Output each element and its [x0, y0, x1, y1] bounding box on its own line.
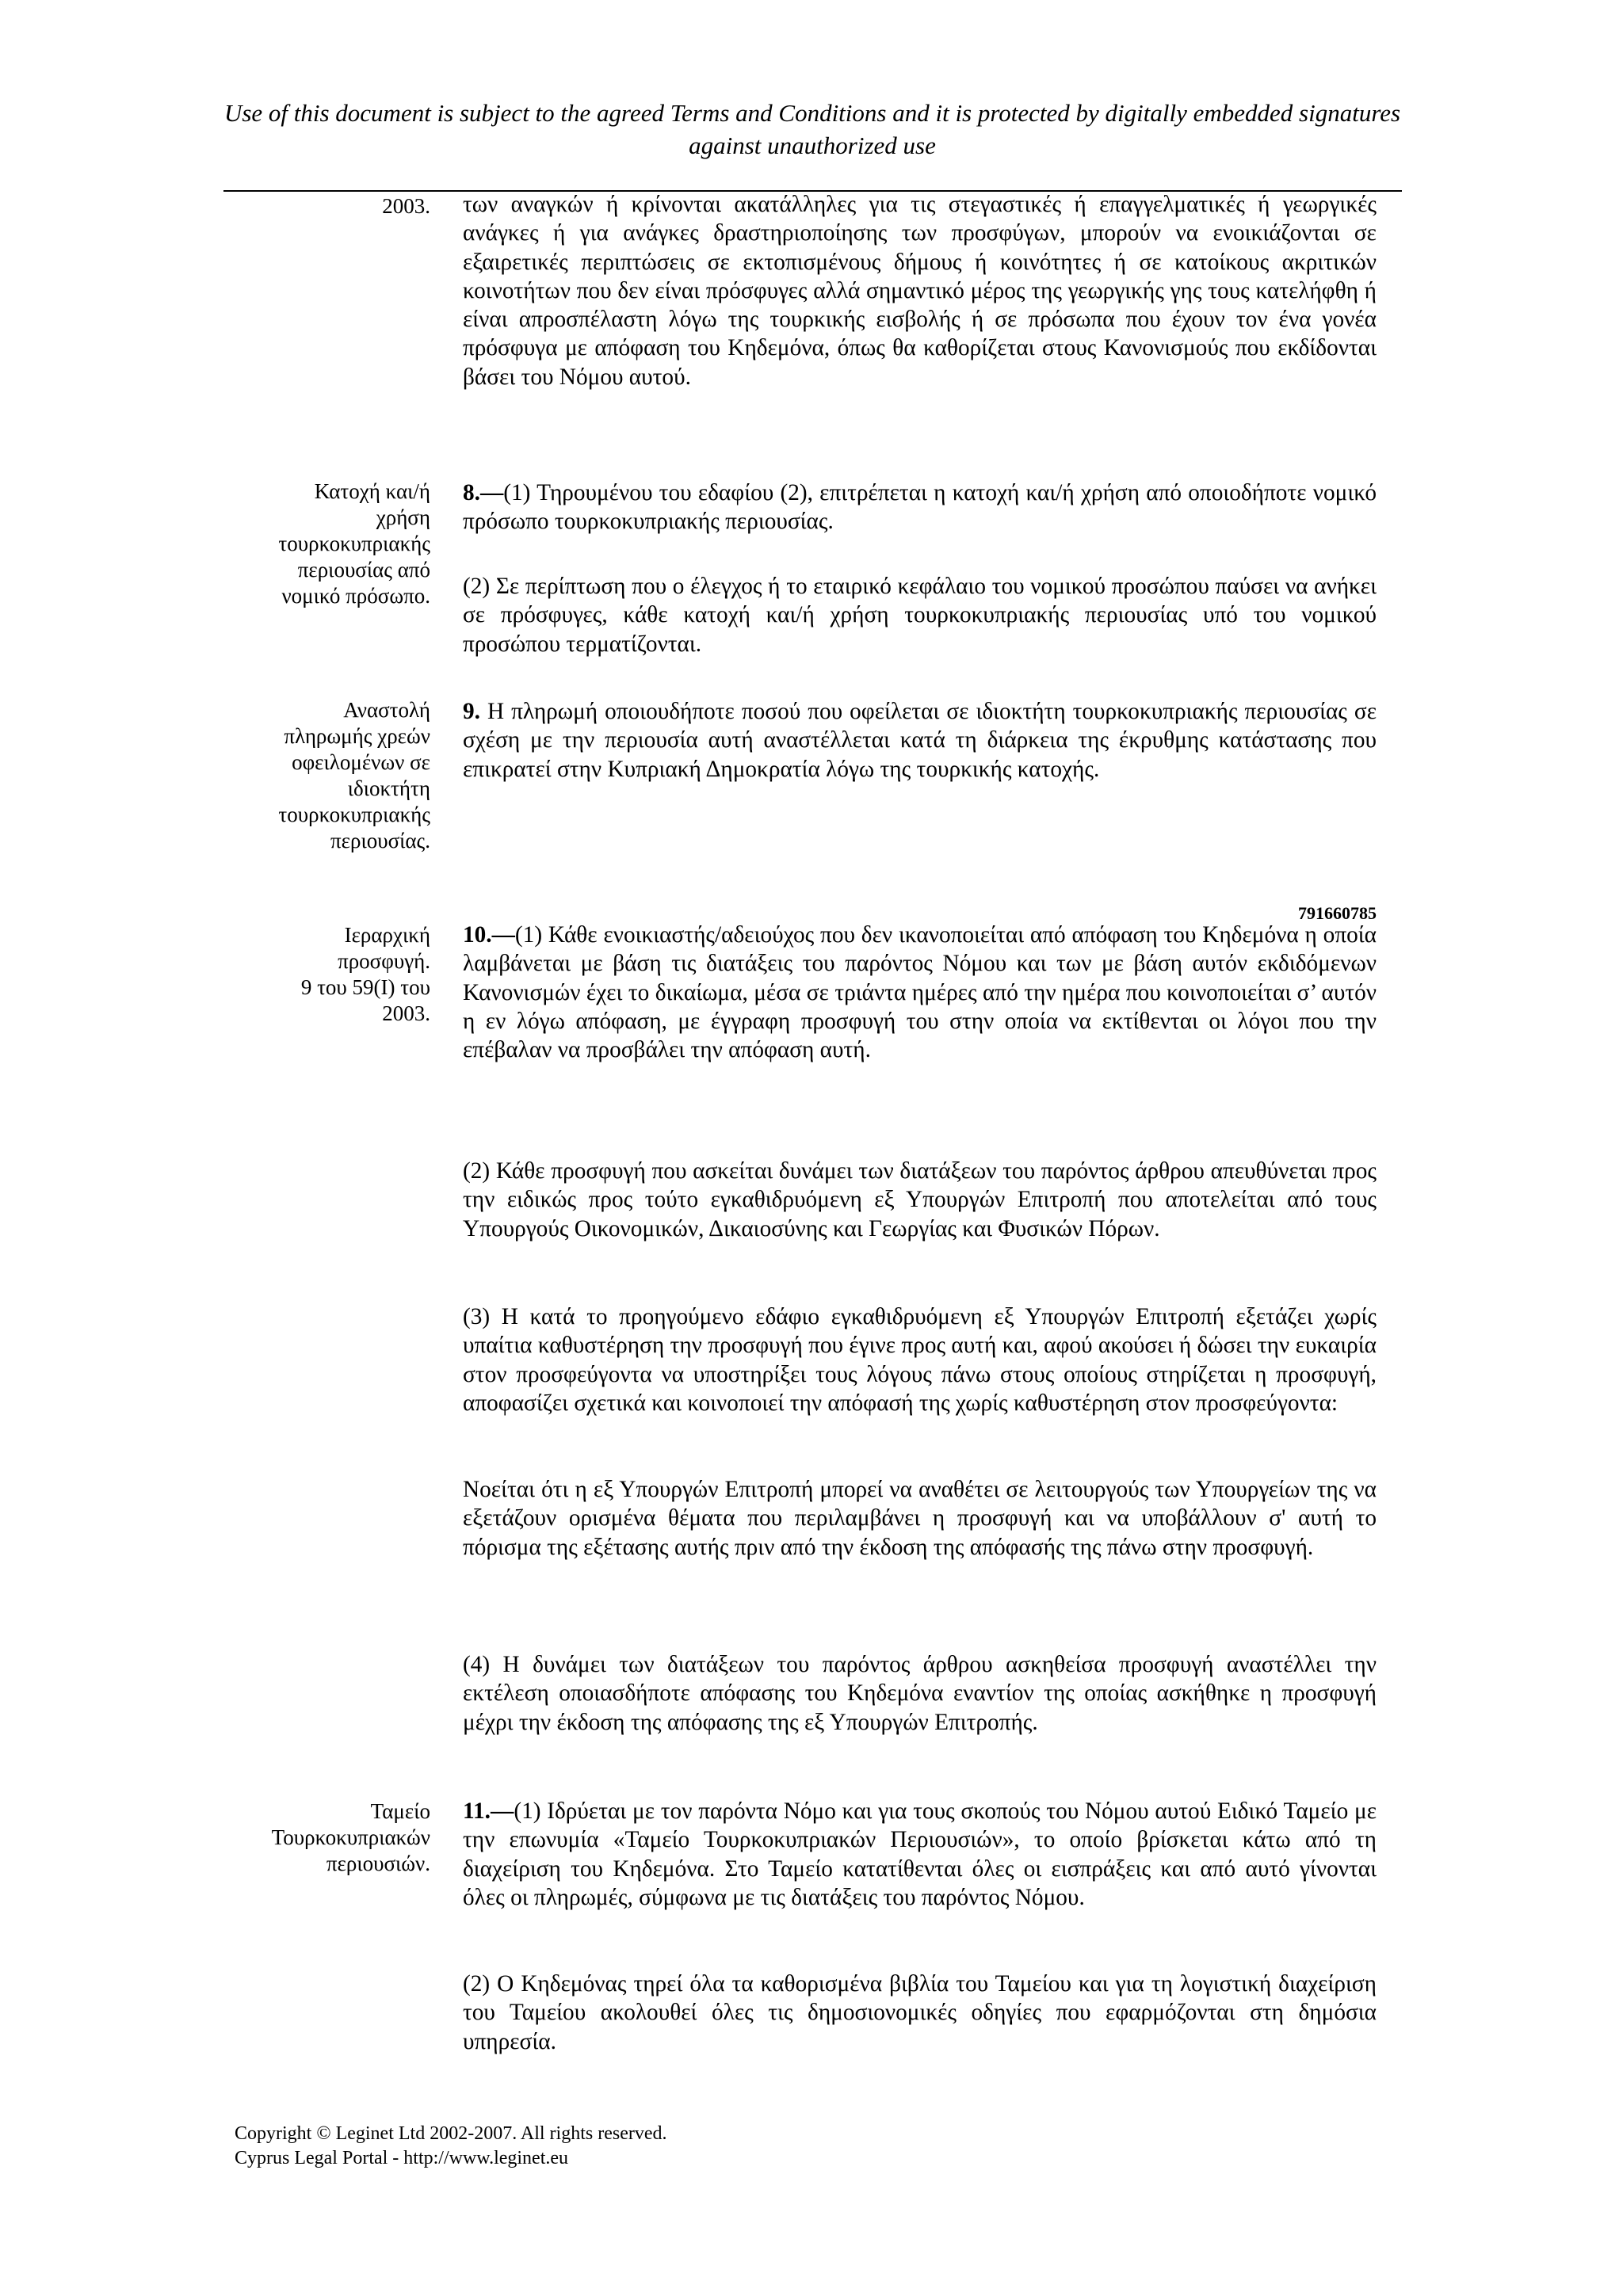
article-8-paragraph-1	[463, 479, 1377, 536]
usage-notice: Use of this document is subject to the agreed Terms and Conditions and it is protected by digitally embedded signatures against unauthorized use	[223, 99, 1401, 159]
document-reference-number: 791660785	[1298, 903, 1377, 923]
margin-note-2003: 2003.	[382, 194, 430, 218]
article-10-paragraph-3: (3) Η κατά το προηγούμενο εδάφιο εγκαθιδρυόμενη εξ Υπουργών Επιτροπή εξετάζει χωρίς υπαίτια καθυστέρηση την προσφυγή που έγινε προς αυτή και, αφού ακούσει ή δώσει την ευκαιρία στον προσφεύγοντα να υποστηρίξει τους λόγους πάνω στους οποίους στηρίζεται η προσφυγή, αποφασίζει σχετικά και κοινοποιεί την απόφασή της χωρίς καθυστέρηση στον προσφεύγοντα:	[463, 1304, 1377, 1416]
margin-note-article-8: Κατοχή και/ή χρήση τουρκοκυπριακής περιουσίας από νομικό πρόσωπο.	[278, 479, 430, 608]
article-8-paragraph-2: (2) Σε περίπτωση που ο έλεγχος ή το εταιρικό κεφάλαιο του νομικού προσώπου παύσει να ανήκει σε πρόσφυγες, κάθε κατοχή και/ή χρήση τουρκοκυπριακής περιουσίας υπό του νομικού προσώπου τερματίζονται.	[463, 574, 1377, 657]
copyright-footer: Copyright © Leginet Ltd 2002-2007. All rights reserved. Cyprus Legal Portal - http://www.leginet.eu	[235, 2123, 667, 2168]
article-10-paragraph-4: (4) Η δυνάμει των διατάξεων του παρόντος άρθρου ασκηθείσα προσφυγή αναστέλλει την εκτέλεση οποιασδήποτε απόφασης του Κηδεμόνα εναντίον της οποίας ασκήθηκε η προσφυγή μέχρι την έκδοση της απόφασης της εξ Υπουργών Επιτροπής.	[463, 1652, 1377, 1735]
article-8-text-1: (1) Τηρουμένου του εδαφίου (2), επιτρέπεται η κατοχή και/ή χρήση από οποιοδήποτε νομικό πρόσωπο τουρκοκυπριακής περιουσίας.	[463, 480, 1377, 535]
article-10-proviso: Νοείται ότι η εξ Υπουργών Επιτροπή μπορεί να αναθέτει σε λειτουργούς των Υπουργείων της να εξετάζουν ορισμένα θέματα που περιλαμβάνει η προσφυγή και να υποβάλλουν σ' αυτή το πόρισμα της εξέτασης αυτής πριν από την έκδοση της απόφασής της πάνω στην προσφυγή.	[463, 1477, 1377, 1560]
article-10-paragraph-2: (2) Κάθε προσφυγή που ασκείται δυνάμει των διατάξεων του παρόντος άρθρου απευθύνεται προς την ειδικώς προς τούτο εγκαθιδρυόμενη εξ Υπουργών Επιτροπή που αποτελείται από τους Υπουργούς Οικονομικών, Δικαιοσύνης και Γεωργίας και Φυσικών Πόρων.	[463, 1158, 1377, 1241]
article-10-number: 10.—	[463, 922, 515, 948]
article-9-number: 9.	[463, 699, 480, 724]
article-10-paragraph-1	[463, 921, 1377, 1064]
article-9-paragraph	[463, 697, 1377, 784]
paragraph-continued: των αναγκών ή κρίνονται ακατάλληλες για τις στεγαστικές ή επαγγελματικές ή γεωργικές ανάγκες ή για ανάγκες δραστηριοποίησης των προσφύγων, μπορούν να ενοικιάζονται σε εξαιρετικές περιπτώσεις σε εκτοπισμένους δήμους ή κοινότητες ή σε κατοίκους ακριτικών κοινοτήτων που δεν είναι πρόσφυγες αλλά σημαντικό μέρος της γεωργικής γης τους κατελήφθη ή είναι απροσπέλαστη λόγω της τουρκικής εισβολής ή σε πρόσωπα που έχουν τον ένα γονέα πρόσφυγα με απόφαση του Κηδεμόνα, όπως θα καθορίζεται στους Κανονισμούς που εκδίδονται βάσει του Νόμου αυτού.	[463, 192, 1377, 390]
article-11-number: 11.—	[463, 1798, 514, 1824]
article-8-number: 8.—	[463, 480, 504, 505]
article-11-paragraph-1	[463, 1797, 1377, 1912]
article-11-text-1: (1) Ιδρύεται με τον παρόντα Νόμο και για τους σκοπούς του Νόμου αυτού Ειδικό Ταμείο με την επωνυμία «Ταμείο Τουρκοκυπριακών Περιουσιών», το οποίο βρίσκεται κάτω από τη διαχείριση του Κηδεμόνα. Στο Ταμείο κατατίθενται όλες οι εισπράξεις και από αυτό γίνονται όλες οι πληρωμές, σύμφωνα με τις διατάξεις του παρόντος Νόμου.	[463, 1798, 1377, 1910]
margin-note-article-9: Αναστολή πληρωμής χρεών οφειλομένων σε ιδιοκτήτη τουρκοκυπριακής περιουσίας.	[278, 698, 430, 852]
article-10-text-1: (1) Κάθε ενοικιαστής/αδειούχος που δεν ικανοποιείται από απόφαση του Κηδεμόνα η οποία λαμβάνεται με βάση τις διατάξεις του παρόντος Νόμου και των με βάση αυτόν εκδιδόμενων Κανονισμών έχει το δικαίωμα, μέσα σε τριάντα ημέρες από την ημέρα που κοινοποιείται σ’ αυτόν η εν λόγω απόφαση, με έγγραφη προσφυγή του στην οποία να εκτίθενται οι λόγοι που την επέβαλαν να προσβάλει την απόφαση αυτή.	[463, 922, 1377, 1063]
margin-note-article-10: Ιεραρχική προσφυγή. 9 του 59(Ι) του 2003.	[300, 923, 430, 1025]
margin-note-article-11: Ταμείο Τουρκοκυπριακών περιουσιών.	[271, 1799, 430, 1875]
article-9-text: Η πληρωμή οποιουδήποτε ποσού που οφείλεται σε ιδιοκτήτη τουρκοκυπριακής περιουσίας σε σχέση με την περιουσία αυτή αναστέλλεται κατά τη διάρκεια της έκρυθμης κατάστασης που επικρατεί στην Κυπριακή Δημοκρατία λόγω της τουρκικής κατοχής.	[463, 699, 1377, 782]
article-11-paragraph-2: (2) Ο Κηδεμόνας τηρεί όλα τα καθορισμένα βιβλία του Ταμείου και για τη λογιστική διαχείριση του Ταμείου ακολουθεί όλες τις δημοσιονομικές οδηγίες που εφαρμόζονται στη δημόσια υπηρεσία.	[463, 1971, 1377, 2054]
